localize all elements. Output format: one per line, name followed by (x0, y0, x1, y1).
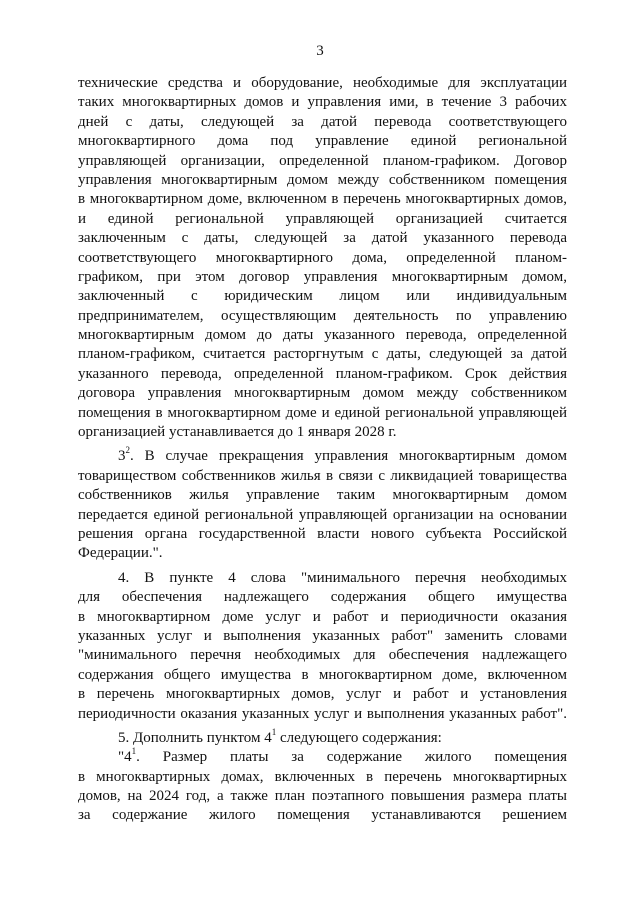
text-line: заключенным с даты, следующей за датой указанного перевода (78, 230, 567, 247)
text-line: содержания общего имущества в многоквартирном доме, включенном (78, 666, 567, 683)
text-line: 4. В пункте 4 слова "минимального перечня необходимых (118, 569, 567, 586)
text-line: многоквартирного дома под управление единой региональной (78, 133, 567, 150)
text-line: многоквартирным домом до даты указанного перевода, определенной (78, 327, 567, 344)
text-line: заключенный с юридическим лицом или индивидуальным (78, 288, 567, 305)
text-line: и единой региональной управляющей организацией считается (78, 210, 567, 227)
text-line: предпринимателем, осуществляющим деятельность по управлению (78, 307, 567, 324)
text-line: домов, на 2024 год, а также план поэтапного повышения размера платы (78, 788, 567, 805)
text-line: указанного перевода, определенной планом-графиком. Срок действия (78, 365, 567, 382)
text-line: в перечень многоквартирных домов, услуг и работ и установления (78, 686, 567, 703)
text-line: "$4^1$. Размер платы за содержание жилого помещения (118, 746, 567, 766)
text-line: собственников жилья управление таким многоквартирным домом (78, 487, 567, 504)
text-line: планом-графиком, считается расторгнутым с даты, следующей за датой (78, 346, 567, 363)
text-line: Федерации.". (78, 545, 163, 562)
text-line: договора управления многоквартирным домом между собственником (78, 385, 567, 402)
text-line: 5. Дополнить пунктом $4^1$ следующего содержания: (118, 726, 442, 746)
text-line: для обеспечения надлежащего содержания общего имущества (78, 589, 567, 606)
text-line: $3^2$. В случае прекращения управления многоквартирным домом (118, 445, 567, 465)
page-number: 3 (316, 43, 324, 59)
text-line: таких многоквартирных домов и управления ими, в течение 3 рабочих (78, 94, 567, 111)
text-line: товариществом собственников жилья в связи с ликвидацией товарищества (78, 467, 567, 484)
text-line: в многоквартирном доме, включенном в перечень многоквартирных домов, (78, 191, 567, 208)
text-line: за содержание жилого помещения устанавливаются решением (78, 807, 567, 824)
text-line: управления многоквартирным домом между собственником помещения (78, 171, 567, 188)
text-line: организацией устанавливается до 1 января 2028 г. (78, 424, 397, 441)
text-line: "минимального перечня необходимых для обеспечения надлежащего (78, 647, 567, 664)
text-line: технические средства и оборудование, необходимые для эксплуатации (78, 75, 567, 91)
text-line: передается единой региональной управляющей организации на основании (78, 506, 567, 523)
text-line: в многоквартирных домах, включенных в перечень многоквартирных (78, 768, 567, 785)
text-line: указанных услуг и выполнения указанных работ" заменить словами (78, 627, 567, 644)
text-line: решения органа государственной власти нового субъекта Российской (78, 525, 567, 542)
text-line: графиком, при этом договор управления многоквартирным домом, (78, 268, 567, 285)
text-line: управляющей организации, определенной планом-графиком. Договор (78, 152, 567, 169)
text-line: соответствующего многоквартирного дома, определенной планом- (78, 249, 567, 266)
body-text (78, 74, 567, 826)
text-line: дней с даты, следующей за датой перевода соответствующего (78, 113, 567, 130)
text-line: помещения в многоквартирном доме и единой региональной управляющей (78, 404, 567, 421)
text-line: периодичности оказания указанных услуг и выполнения указанных работ". (78, 705, 567, 722)
text-line: в многоквартирном доме услуг и работ и периодичности оказания (78, 608, 567, 625)
